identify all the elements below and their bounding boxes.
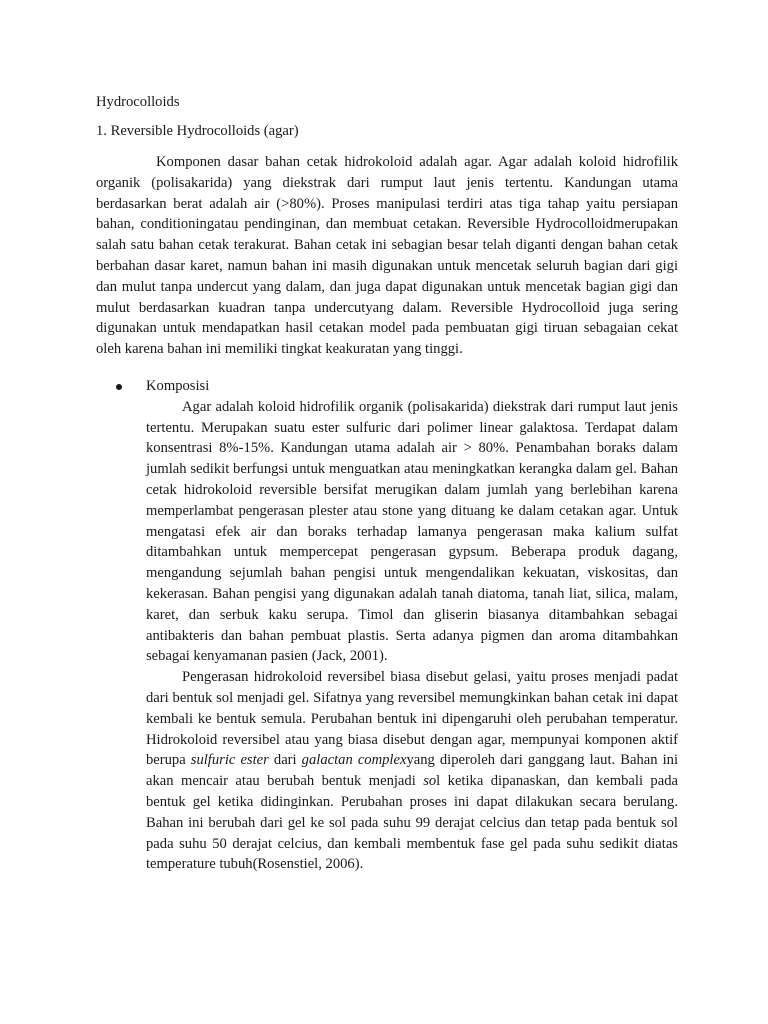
bullet-item-komposisi	[96, 376, 678, 875]
gelation-paragraph	[146, 667, 678, 875]
text-run: dari	[268, 752, 302, 769]
text-run: yang diperoleh dari ganggang laut. Bahan ini akan mencair atau berubah bentuk menjadi	[146, 752, 678, 790]
composition-paragraph: Agar adalah koloid hidrofilik organik (polisakarida) diekstrak dari rumput laut jenis tertentu. Merupakan suatu ester sulfuric dari polimer linear galaktosa. Terdapat dalam konsentrasi 8%-15%. Kandungan utama adalah air > 80%. Penambahan boraks dalam jumlah sedikit berfungsi untuk menguatkan atau meningkatkan kerangka dalam gel. Bahan cetak hidrokoloid reversible bersifat merugikan dalam jumlah yang berlebihan karena memperlambat pengerasan plester atau stone yang dituang ke dalam cetakan agar. Untuk mengatasi efek air dan boraks terhadap lamanya pengerasan maka kalium sulfat ditambahkan untuk mempercepat pengerasan gypsum. Beberapa produk dagang, mengandung sejumlah bahan pengisi untuk mengendalikan kekuatan, viskositas, dan kekerasan. Bahan pengisi yang digunakan adalah tanah diatoma, tanah liat, silica, malam, karet, dan serbuk kaku serupa. Timol dan gliserin biasanya ditambahkan sebagai antibakteris dan bahan pembuat plastis. Serta adanya pigmen dan aroma ditambahkan sebagai kenyamanan pasien (Jack, 2001).	[146, 398, 678, 665]
bullet-icon	[116, 384, 122, 390]
italic-term: sulfuric ester	[190, 752, 269, 769]
document-title: Hydrocolloids	[96, 94, 180, 110]
intro-paragraph: Komponen dasar bahan cetak hidrokoloid adalah agar. Agar adalah koloid hidrofilik organik (polisakarida) yang diekstrak dari rumput laut jenis tertentu. Kandungan utama berdasarkan berat adalah air (>80%). Proses manipulasi terdiri atas tiga tahap yaitu persiapan bahan, conditioningatau pendinginan, dan membuat cetakan. Reversible Hydrocolloidmerupakan salah satu bahan cetak terakurat. Bahan cetak ini sebagian besar telah diganti dengan bahan cetak berbahan dasar karet, namun bahan ini masih digunakan untuk mencetak seluruh bagian dari gigi dan mulut tanpa undercut yang dalam, dan juga dapat digunakan untuk mencetak bagian gigi dan mulut berdasarkan kuadran tanpa undercutyang dalam. Reversible Hydrocolloid juga sering digunakan untuk mendapatkan hasil cetakan model pada pembuatan gigi tiruan sebagaian cekat oleh karena bahan ini memiliki tingkat keakuratan yang tinggi.	[96, 154, 678, 358]
bullet-title: Komposisi	[146, 377, 210, 394]
text-run: l ketika dipanaskan, dan kembali pada bentuk gel ketika didinginkan. Perubahan proses ini dapat dilakukan secara berulang. Bahan ini berubah dari gel ke sol pada suhu 99 derajat celcius dan tetap pada bentuk sol pada suhu 50 derajat celcius, dan kembali membentuk fase gel pada suhu sedikit diatas temperature tubuh(Rosenstiel, 2006).	[146, 773, 678, 873]
section-heading: 1. Reversible Hydrocolloids (agar)	[96, 123, 299, 139]
italic-term: so	[423, 773, 437, 790]
text-run: Pengerasan hidrokoloid reversibel biasa disebut gelasi, yaitu proses menjadi padat dari bentuk sol menjadi gel. Sifatnya yang reversibel memungkinkan bahan cetak ini dapat kembali ke bentuk semula. Perubahan bentuk ini dipengaruhi oleh perubahan temperatur. Hidrokoloid reversibel atau yang biasa disebut dengan agar, mempunyai komponen aktif berupa	[146, 669, 678, 769]
document-body	[96, 92, 678, 875]
italic-term: galactan complex	[301, 752, 407, 769]
